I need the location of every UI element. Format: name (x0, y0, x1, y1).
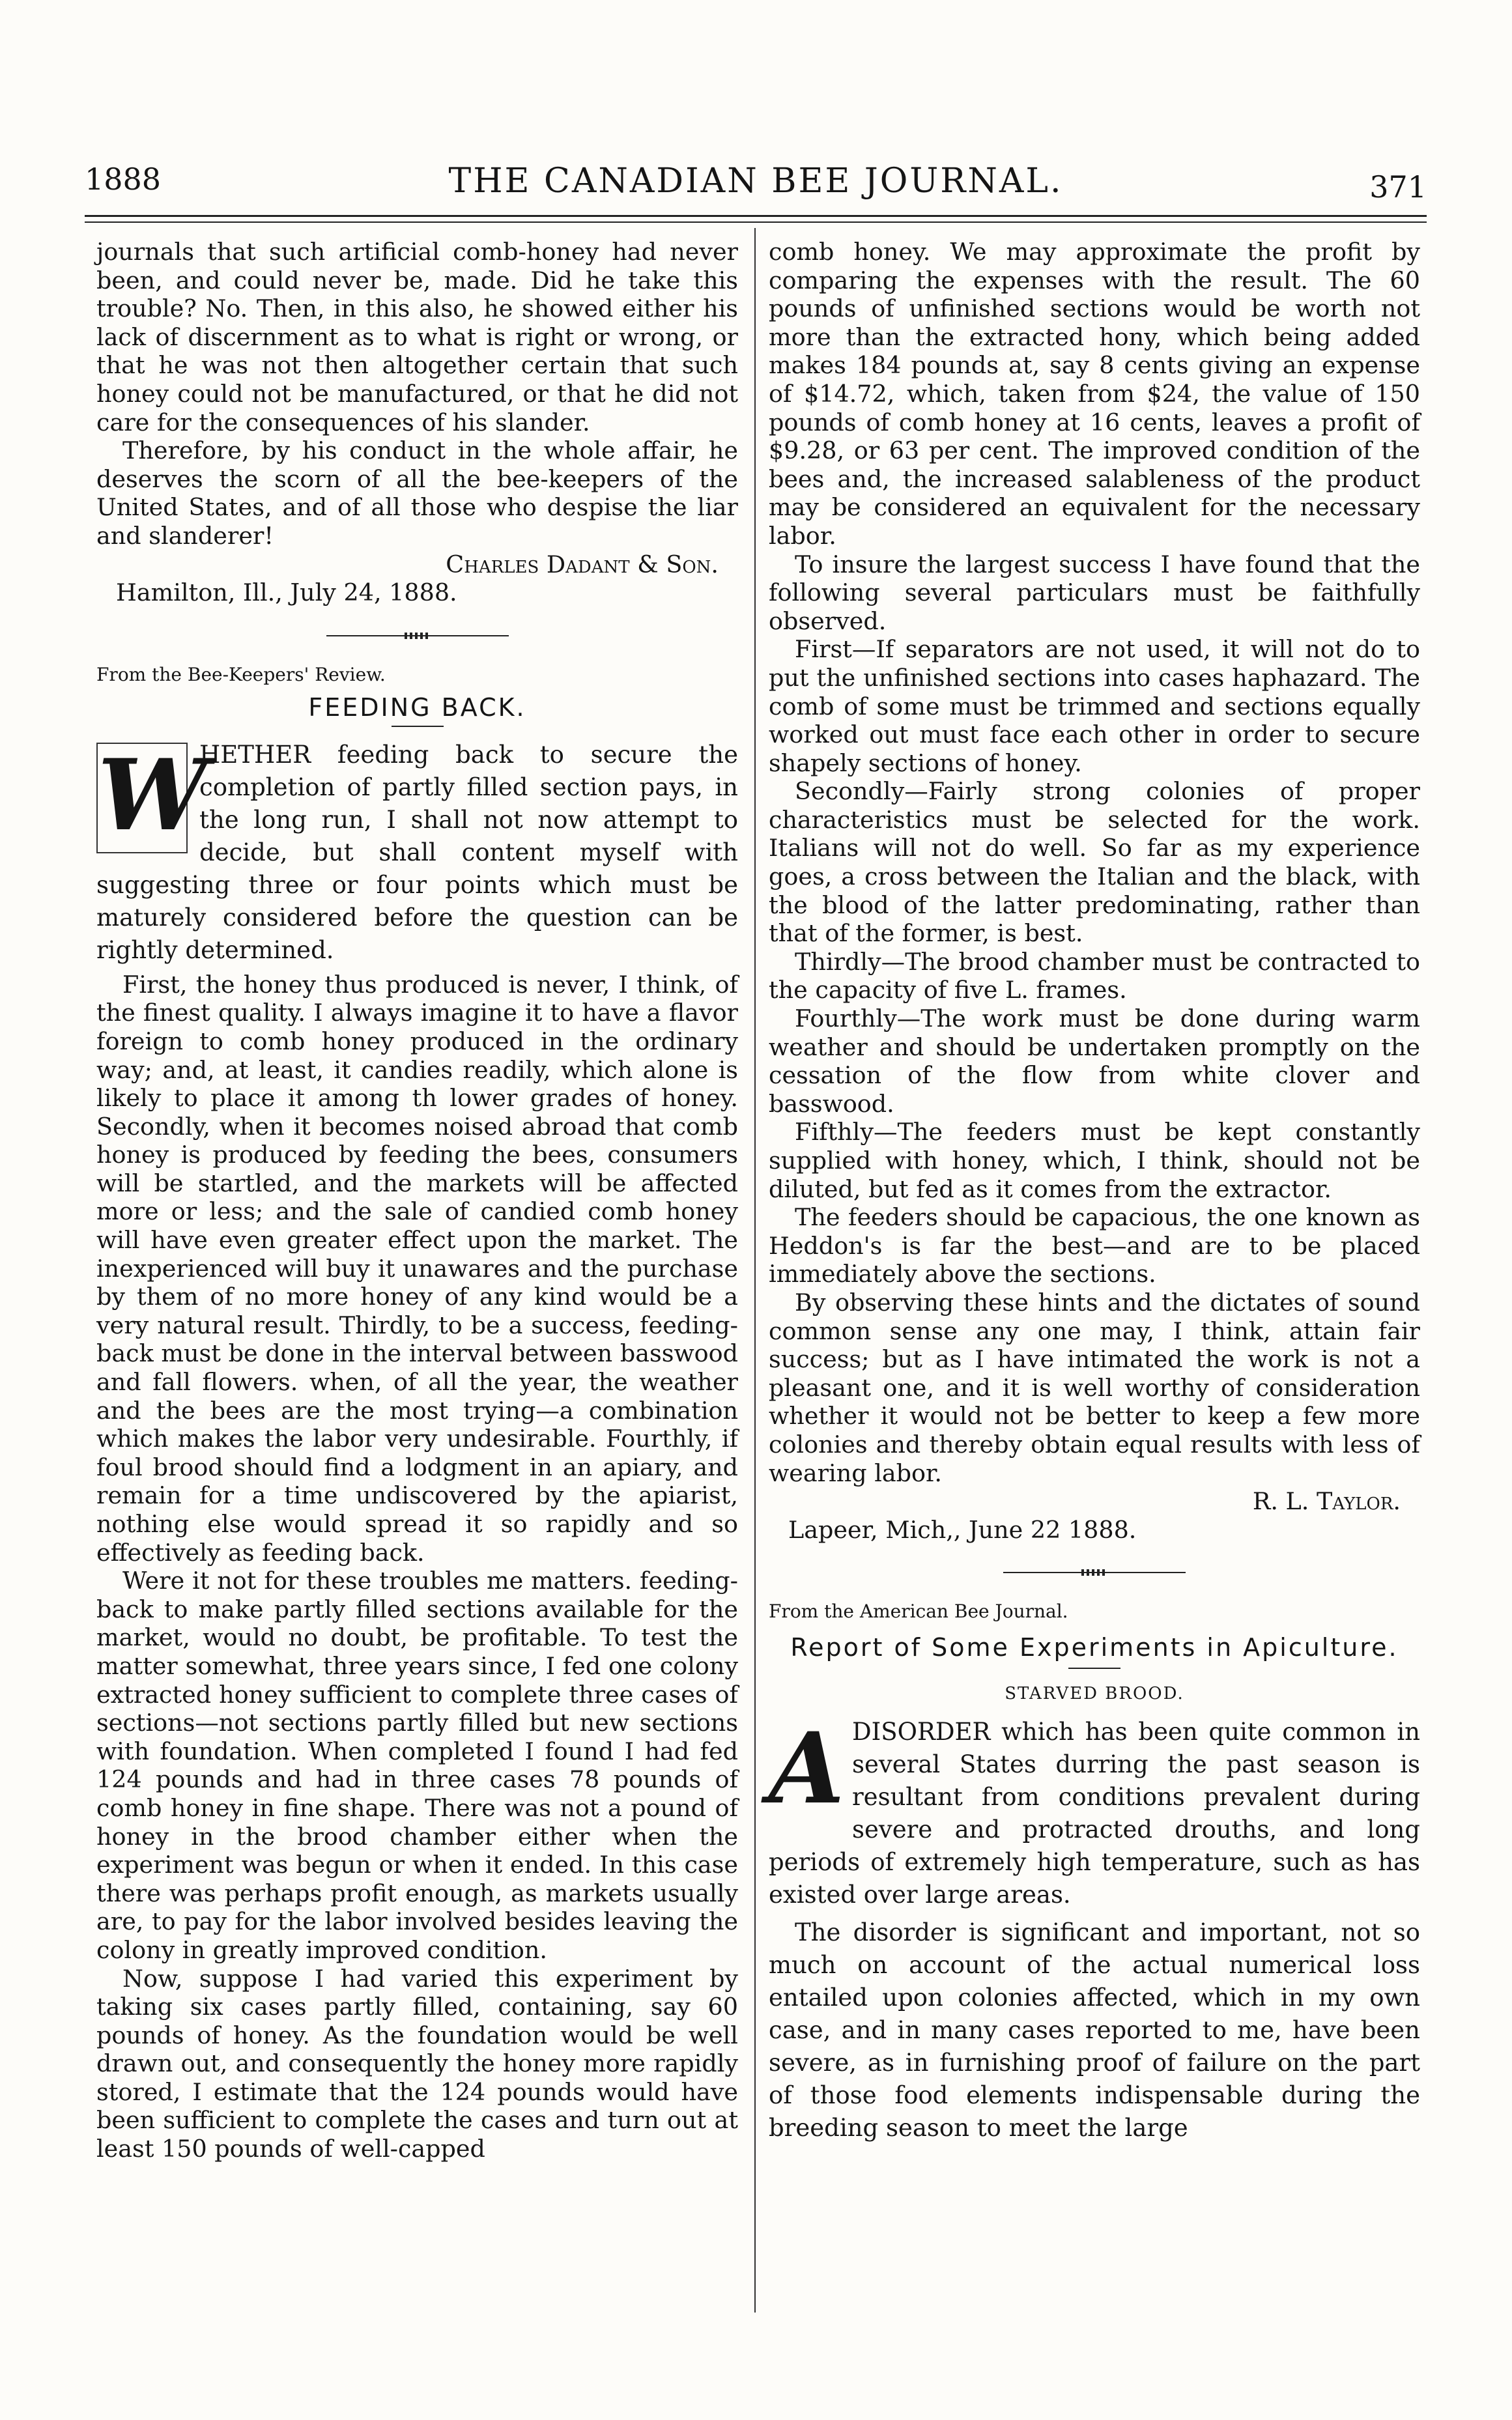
running-header (85, 162, 1427, 214)
right-paragraph: comb honey. We may approximate the profit by comparing the expenses with the result. The 60 pounds of unfinished sections would be worth not more than the extracted hony, which being added makes 184 pounds at, say 8 cents giving an expense of $14.72, which, taken from $24, the value of 150 pounds of comb honey at 16 cents, leaves a profit of $9.28, or 63 per cent. The improved condition of the bees and, the increased salableness of the product may be considered an equivalent for the necessary labor. (769, 238, 1420, 550)
source-credit: From the Bee-Keepers' Review. (96, 663, 386, 685)
right-paragraph: The feeders should be capacious, the one known as Heddon's is far the best—and are to be placed immediately above the sections. (769, 1203, 1420, 1288)
page-number: 371 (1369, 169, 1427, 205)
lead-paragraph: HETHER feeding back to secure the completion of partly filled section pays, in the long run, I shall not now attempt to decide, but shall content myself with suggesting three or four points which must be maturely considered before the question can be rightly determined. (96, 740, 738, 964)
right-paragraph: Fifthly—The feeders must be kept constantly supplied with honey, which, I think, should not be diluted, but fed as it comes from the extractor. (769, 1118, 1420, 1203)
header-rule-thin (85, 221, 1427, 223)
dateline: Hamilton, Ill., July 24, 1888. (116, 578, 457, 607)
journal-title: THE CANADIAN BEE JOURNAL. (448, 162, 1063, 201)
right-paragraph: Secondly—Fairly strong colonies of proper characteristics must be selected for the work. Italians will not do well. So far as my experience goes, a cross between the Italian and the black, with the blood of the latter predominating, rather than that of the former, is best. (769, 777, 1420, 948)
article-subhead: STARVED BROOD. (1005, 1684, 1184, 1704)
right-paragraph: By observing these hints and the dictates of sound common sense any one may, I think, attain fair success; but as I have intimated the work is not a pleasant one, and it is well worthy of consideration whether it would not be better to keep a few more colonies and thereby obtain equal results with less of wearing labor. (769, 1288, 1420, 1487)
signature: R. L. Taylor. (1252, 1487, 1401, 1516)
right-paragraph: Thirdly—The brood chamber must be contracted to the capacity of five L. frames. (769, 947, 1420, 1004)
right-column (769, 238, 1420, 2144)
left-paragraph: First, the honey thus produced is never, I think, of the finest quality. I always imagine it to have a flavor foreign to comb honey produced in the ordinary way; and, at least, it candies readily, which alone is likely to place it among th lower grades of honey. Secondly, when it becomes noised abroad that comb honey is produced by feeding the bees, consumers will be startled, and the markets will be affected more or less; and the sale of candied comb honey will have even greater effect upon the market. The inexperienced will buy it unawares and the purchase by them of no more honey of any kind would be a very natural result. Thirdly, to be a success, feeding-back must be done in the interval between basswood and fall flowers. when, of all the year, the weather and the bees are the most trying—a combination which makes the labor very undesirable. Fourthly, if foul brood should find a lodgment in an apiary, and remain for a time undiscovered by the apiarist, nothing else would spread it so rapidly and so effectively as feeding back. (96, 970, 738, 1567)
article-headline: Report of Some Experiments in Apiculture. (790, 1633, 1399, 1662)
right-paragraph: Fourthly—The work must be done during warm weather and should be undertaken promptly on the cessation of the flow from white clover and basswood. (769, 1004, 1420, 1118)
section-separator (96, 629, 738, 642)
drop-cap-w: W (98, 737, 208, 853)
dateline: Lapeer, Mich,, June 22 1888. (788, 1515, 1137, 1544)
drop-cap-a: A (769, 1711, 845, 1827)
headline-rule (392, 726, 444, 727)
left-paragraph: journals that such artificial comb-honey had never been, and could never be, made. Did he take this trouble? No. Then, in this also, he showed either his lack of discernment as to what is right or wrong, or that he was not then altogether certain that such honey could not be manufactured, or that he did not care for the consequences of his slander. (96, 238, 738, 436)
right-paragraph: First—If separators are not used, it will not do to put the unfinished sections into cases haphazard. The comb of some must be trimmed and sections equally worked out must face each other in order to secure shapely sections of honey. (769, 635, 1420, 777)
right-paragraph: The disorder is significant and important, not so much on account of the actual numerical loss entailed upon colonies affected, which in my own case, and in many cases reported to me, have been severe, as in furnishing proof of failure on the part of those food elements indispensable during the breeding season to meet the large (769, 1918, 1420, 2142)
header-rule (85, 215, 1427, 217)
signature: Charles Dadant & Son. (446, 550, 719, 578)
left-paragraph: Therefore, by his conduct in the whole affair, he deserves the scorn of all the bee-keepers of the United States, and of all those who despise the liar and slanderer! (96, 436, 738, 550)
article-headline: FEEDING BACK. (308, 692, 526, 722)
column-divider (754, 228, 756, 2313)
left-paragraph: Now, suppose I had varied this experiment by taking six cases partly filled, containing, say 60 pounds of honey. As the foundation would be well drawn out, and consequently the honey more rapidly stored, I estimate that the 124 pounds would have been sufficient to complete the cases and turn out at least 150 pounds of well-capped (96, 1964, 738, 2163)
section-separator (769, 1566, 1420, 1579)
left-column (96, 238, 738, 2163)
source-credit: From the American Bee Journal. (769, 1601, 1068, 1623)
left-paragraph: Were it not for these troubles me matters. feeding-back to make partly filled sections available for the market, would no doubt, be profitable. To test the matter somewhat, three years since, I fed one colony extracted honey sufficient to complete three cases of sections—not sections partly filled but new sections with foundation. When completed I found I had fed 124 pounds and had in three cases 78 pounds of comb honey in fine shape. There was not a pound of honey in the brood chamber either when the experiment was begun or when it ended. In this case there was perhaps profit enough, as markets usually are, to pay for the labor involved besides leaving the colony in greatly improved condition. (96, 1567, 738, 1964)
lead-paragraph: DISORDER which has been quite common in several States durring the past season is resultant from conditions prevalent during severe and protracted drouths, and long periods of extremely high temperature, such as has existed over large areas. (769, 1718, 1420, 1909)
right-paragraph: To insure the largest success I have found that the following several particulars must be faithfully observed. (769, 550, 1420, 635)
headline-rule (1068, 1668, 1120, 1669)
header-year: 1888 (85, 162, 162, 197)
